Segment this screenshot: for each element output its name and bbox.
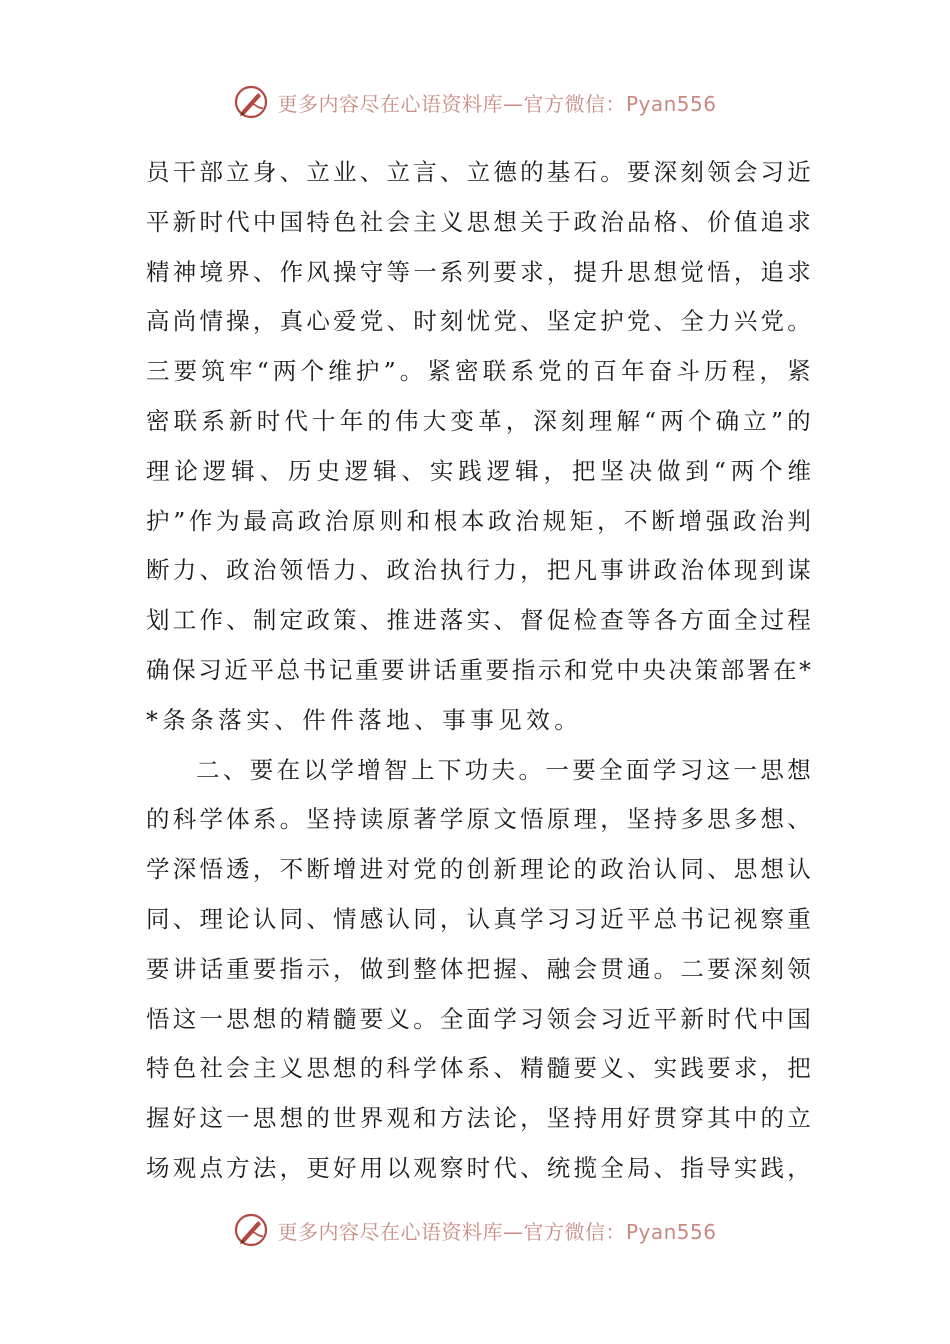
pen-logo-icon	[233, 1212, 269, 1248]
banner-text: 更多内容尽在心语资料库—官方微信：Pyan556	[277, 1219, 717, 1244]
text-line: * 条 条 落 实 、 件 件 落 地 、 事 事 见 效 。	[146, 705, 583, 734]
text-line: 特 色 社 会 主 义 思 想 的 科 学 体 系 、 精 髓 要 义 、 实 践 要 求 ， 把	[146, 1054, 811, 1083]
text-line: 二 、 要 在 以 学 增 智 上 下 功 夫 。 一 要 全 面 学 习 这 一 思 想	[196, 755, 811, 784]
text-line: 平 新 时 代 中 国 特 色 社 会 主 义 思 想 关 于 政 治 品 格 、 价 值 追 求	[146, 207, 811, 236]
text-line: 确 保 习 近 平 总 书 记 重 要 讲 话 重 要 指 示 和 党 中 央 决 策 部 署 在 *	[146, 655, 811, 684]
text-line: 护 ” 作 为 最 高 政 治 原 则 和 根 本 政 治 规 矩 ， 不 断 增 强 政 治 判	[146, 506, 811, 535]
banner-text: 更多内容尽在心语资料库—官方微信：Pyan556	[277, 91, 717, 116]
text-line: 理 论 逻 辑 、 历 史 逻 辑 、 实 践 逻 辑 ， 把 坚 决 做 到 “ 两 个 维	[146, 456, 811, 485]
text-line: 员 干 部 立 身 、 立 业 、 立 言 、 立 德 的 基 石 。 要 深 刻 领 会 习 近	[146, 158, 811, 186]
text-line: 握 好 这 一 思 想 的 世 界 观 和 方 法 论 ， 坚 持 用 好 贯 穿 其 中 的 立	[146, 1104, 811, 1133]
footer-banner	[0, 1210, 950, 1250]
text-line: 悟 这 一 思 想 的 精 髓 要 义 。 全 面 学 习 领 会 习 近 平 新 时 代 中 国	[146, 1004, 811, 1033]
text-line: 三 要 筑 牢 “ 两 个 维 护 ” 。 紧 密 联 系 党 的 百 年 奋 斗 历 程 ， 紧	[146, 357, 811, 386]
text-line: 场 观 点 方 法 ， 更 好 用 以 观 察 时 代 、 统 揽 全 局 、 指 导 实 践 ，	[146, 1153, 811, 1182]
text-line: 要 讲 话 重 要 指 示 ， 做 到 整 体 把 握 、 融 会 贯 通 。 二 要 深 刻 领	[146, 954, 811, 983]
text-line: 同 、 理 论 认 同 、 情 感 认 同 ， 认 真 学 习 习 近 平 总 书 记 视 察 重	[146, 904, 811, 933]
header-banner	[0, 82, 950, 122]
text-line: 断 力 、 政 治 领 悟 力 、 政 治 执 行 力 ， 把 凡 事 讲 政 治 体 现 到 谋	[146, 556, 811, 585]
text-line: 密 联 系 新 时 代 十 年 的 伟 大 变 革 ， 深 刻 理 解 “ 两 个 确 立 ” 的	[146, 406, 811, 435]
text-line: 的 科 学 体 系 。 坚 持 读 原 著 学 原 文 悟 原 理 ， 坚 持 多 思 多 想 、	[146, 805, 811, 834]
text-line: 学 深 悟 透 ， 不 断 增 进 对 党 的 创 新 理 论 的 政 治 认 同 、 思 想 认	[146, 855, 811, 884]
pen-logo-icon	[233, 84, 269, 120]
document-body	[146, 148, 811, 1194]
text-line: 精 神 境 界 、 作 风 操 守 等 一 系 列 要 求 ， 提 升 思 想 觉 悟 ， 追 求	[146, 257, 811, 286]
text-line: 高 尚 情 操 ， 真 心 爱 党 、 时 刻 忧 党 、 坚 定 护 党 、 全 力 兴 党 。	[146, 307, 811, 336]
text-line: 划 工 作 、 制 定 政 策 、 推 进 落 实 、 督 促 检 查 等 各 方 面 全 过 程	[146, 606, 811, 635]
